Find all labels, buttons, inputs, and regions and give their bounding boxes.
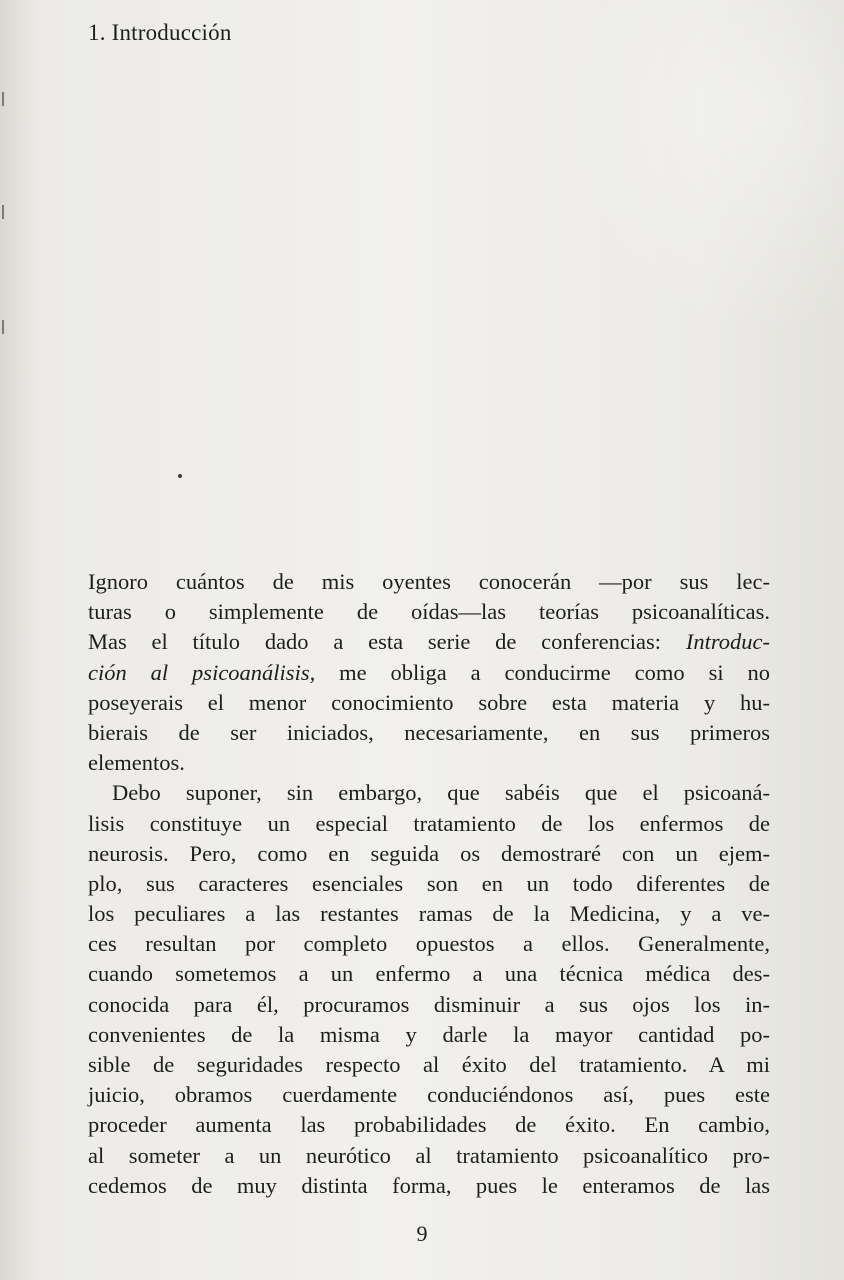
- text-line: ces resultan por completo opuestos a ellos. Generalmente,: [88, 931, 770, 957]
- text-line: bierais de ser iniciados, necesariamente, en sus primeros: [88, 719, 770, 745]
- light-glare: [560, 0, 844, 340]
- page-number: 9: [416, 1221, 428, 1246]
- body-text: [88, 567, 770, 1201]
- text-line: lisis constituye un especial tratamiento de los enfermos de: [88, 810, 770, 836]
- page-edge-mark: [2, 92, 4, 106]
- italic-book-title: ción al psicoanálisis,: [88, 659, 316, 685]
- text-line: neurosis. Pero, como en seguida os demostraré con un ejem-: [88, 840, 770, 866]
- text-line: Ignoro cuántos de mis oyentes conocerán —por sus lec-: [88, 569, 770, 594]
- text-line: Debo suponer, sin embargo, que sabéis que el psicoaná-: [112, 780, 770, 806]
- print-speck: [178, 474, 182, 478]
- text-segment: me obliga a conducirme como si no: [315, 659, 770, 685]
- text-line: sible de seguridades respecto al éxito del tratamiento. A mi: [88, 1052, 770, 1077]
- text-line: plo, sus caracteres esenciales son en un todo diferentes de: [88, 870, 770, 896]
- text-line: al someter a un neurótico al tratamiento psicoanalítico pro-: [88, 1142, 770, 1168]
- text-line: [88, 658, 770, 688]
- text-line: poseyerais el menor conocimiento sobre esta materia y hu-: [88, 689, 770, 715]
- text-line: turas o simplemente de oídas—las teorías psicoanalíticas.: [88, 599, 770, 625]
- page-edge-mark: [2, 320, 4, 334]
- page-edge-mark: [2, 205, 4, 219]
- chapter-title: 1. Introducción: [88, 20, 232, 45]
- text-line: cedemos de muy distinta forma, pues le enteramos de las: [88, 1172, 770, 1198]
- text-line: [88, 627, 770, 657]
- text-line: cuando sometemos a un enfermo a una técnica médica des-: [88, 961, 770, 987]
- text-line: conocida para él, procuramos disminuir a sus ojos los in-: [88, 991, 770, 1017]
- italic-book-title: Introduc-: [685, 629, 770, 655]
- text-segment: Mas el título dado a esta serie de conferencias:: [88, 629, 686, 655]
- text-line: proceder aumenta las probabilidades de éxito. En cambio,: [88, 1112, 770, 1138]
- text-line: elementos.: [88, 750, 185, 776]
- text-line: los peculiares a las restantes ramas de la Medicina, y a ve-: [88, 901, 770, 927]
- text-line: juicio, obramos cuerdamente conduciéndonos así, pues este: [88, 1082, 770, 1108]
- text-line: convenientes de la misma y darle la mayor cantidad po-: [88, 1021, 770, 1047]
